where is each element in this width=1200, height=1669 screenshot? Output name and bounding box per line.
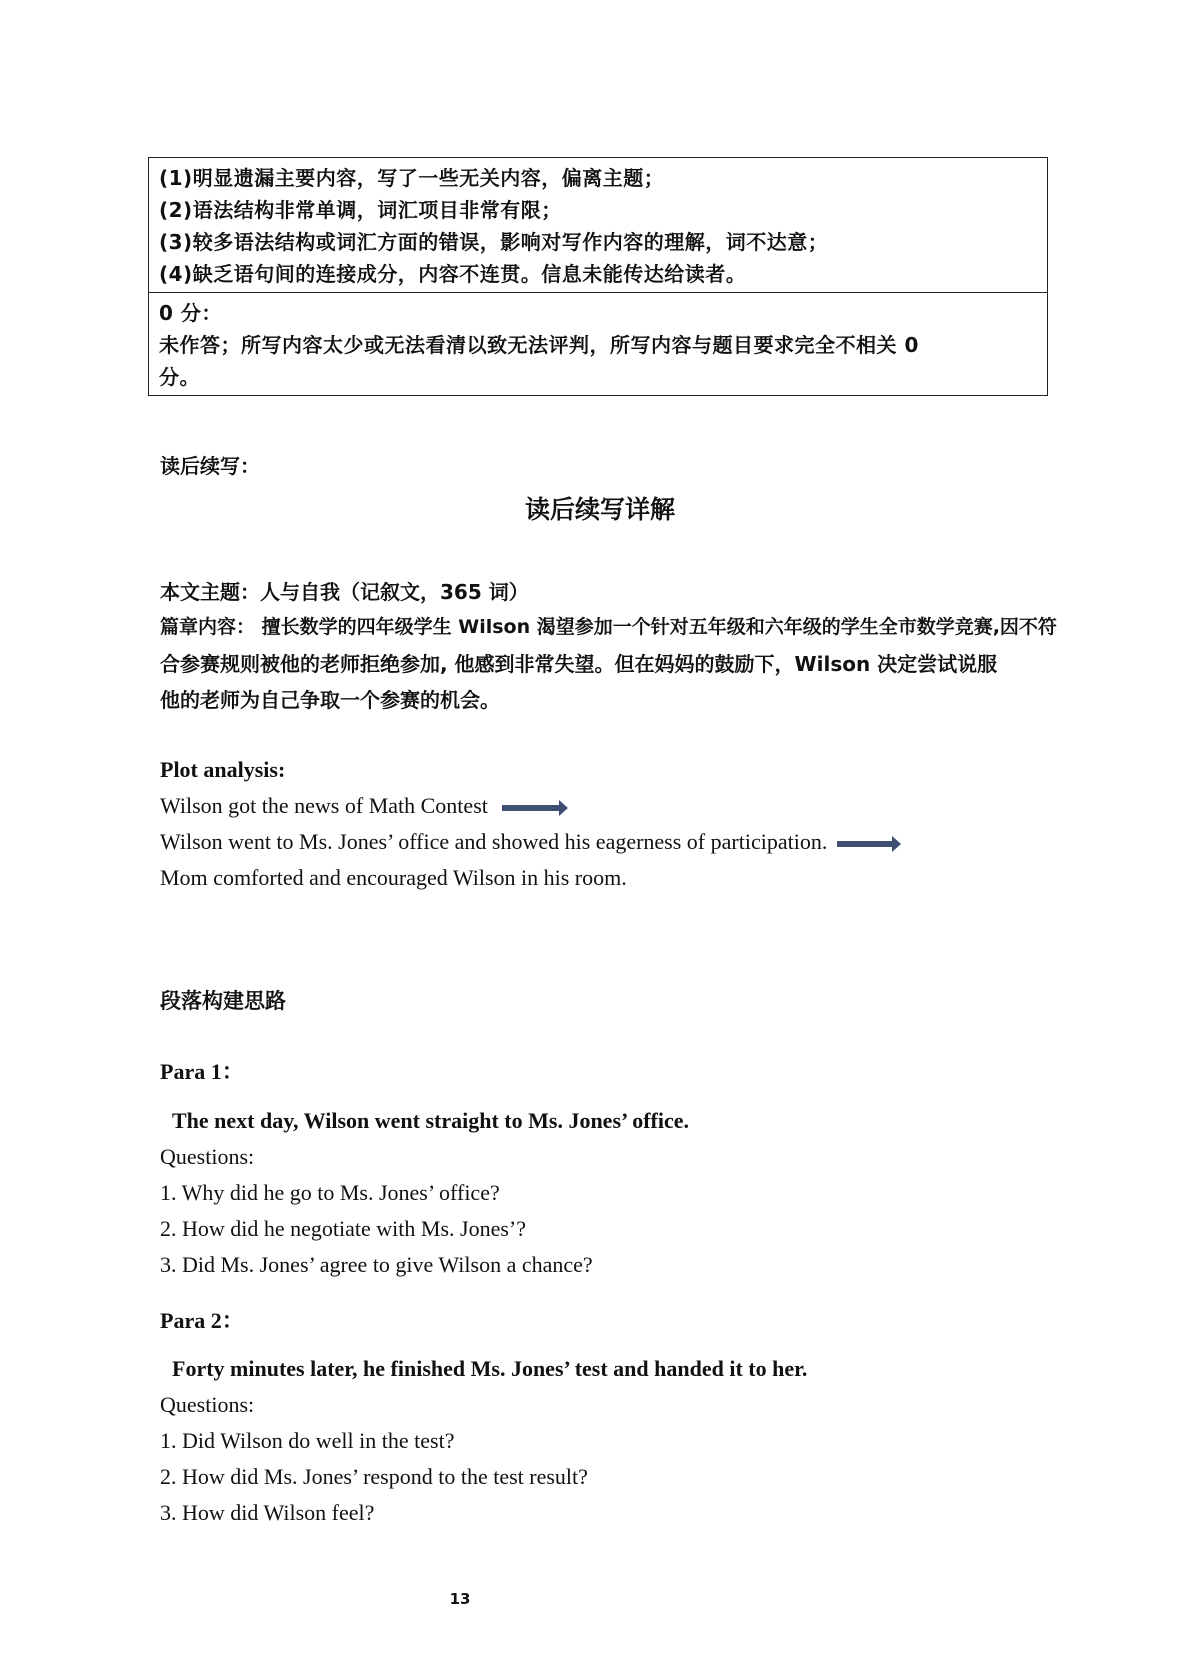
scoring-table bbox=[148, 157, 1048, 396]
page-heading: 读后续写详解 bbox=[524, 495, 675, 524]
table-line: 0 分： bbox=[159, 301, 222, 325]
plot-title: Plot analysis: bbox=[160, 757, 286, 782]
content-line: 篇章内容： 擅长数学的四年级学生 Wilson 渴望参加一个针对五年级和六年级的学生全市数学竞赛,因不符 bbox=[160, 616, 1057, 638]
plot-line bbox=[160, 829, 893, 855]
section-label: 读后续写： bbox=[160, 454, 260, 478]
table-line: (2)语法结构非常单调，词汇项目非常有限； bbox=[159, 198, 562, 222]
table-line: (3)较多语法结构或词汇方面的错误，影响对写作内容的理解，词不达意； bbox=[159, 230, 829, 254]
table-line: 未作答；所写内容太少或无法看清以致无法评判，所写内容与题目要求完全不相关 0 bbox=[159, 333, 919, 357]
para1-questions-label: Questions: bbox=[160, 1144, 255, 1169]
para1-label: Para 1： bbox=[160, 1059, 244, 1084]
question-item: 3. How did Wilson feel? bbox=[160, 1500, 375, 1525]
plot-line bbox=[160, 793, 560, 819]
plot-line: Mom comforted and encouraged Wilson in his room. bbox=[160, 865, 627, 890]
page-number: 13 bbox=[449, 1590, 471, 1608]
table-line: 分。 bbox=[159, 365, 200, 389]
question-item: 1. Did Wilson do well in the test? bbox=[160, 1428, 455, 1453]
table-row-criteria bbox=[149, 158, 1047, 292]
right-arrow-icon bbox=[502, 805, 560, 811]
plot-line-text: Wilson went to Ms. Jones’ office and showed his eagerness of participation. bbox=[160, 829, 828, 854]
question-item: 2. How did Ms. Jones’ respond to the test result? bbox=[160, 1464, 588, 1489]
question-item: 3. Did Ms. Jones’ agree to give Wilson a chance? bbox=[160, 1252, 593, 1277]
para-heading: 段落构建思路 bbox=[160, 989, 286, 1013]
para2-sentence: Forty minutes later, he finished Ms. Jones’ test and handed it to her. bbox=[172, 1356, 808, 1381]
para2-label: Para 2： bbox=[160, 1308, 244, 1333]
table-row-zero-score bbox=[149, 292, 1047, 395]
para1-sentence: The next day, Wilson went straight to Ms. Jones’ office. bbox=[172, 1108, 689, 1133]
content-line: 合参赛规则被他的老师拒绝参加, 他感到非常失望。但在妈妈的鼓励下，Wilson 决定尝试说服 bbox=[160, 652, 998, 676]
question-item: 1. Why did he go to Ms. Jones’ office? bbox=[160, 1180, 500, 1205]
para2-questions-label: Questions: bbox=[160, 1392, 255, 1417]
theme-line: 本文主题：人与自我（记叙文，365 词） bbox=[160, 580, 529, 604]
right-arrow-icon bbox=[837, 841, 893, 847]
table-line: (1)明显遗漏主要内容，写了一些无关内容，偏离主题； bbox=[159, 166, 665, 190]
table-line: (4)缺乏语句间的连接成分，内容不连贯。信息未能传达给读者。 bbox=[159, 262, 747, 286]
plot-line-text: Wilson got the news of Math Contest bbox=[160, 793, 488, 818]
content-line: 他的老师为自己争取一个参赛的机会。 bbox=[160, 688, 500, 712]
question-item: 2. How did he negotiate with Ms. Jones’? bbox=[160, 1216, 526, 1241]
